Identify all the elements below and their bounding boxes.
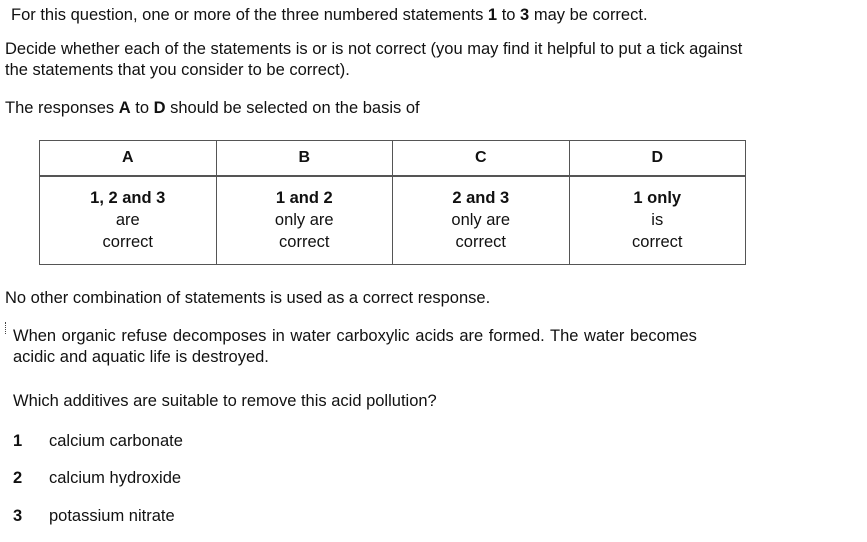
response-letter-last: D xyxy=(153,99,166,117)
response-key-cell-d xyxy=(569,176,746,264)
statement-1-text: calcium carbonate xyxy=(49,432,183,450)
response-key-cell-d-line-1: 1 only xyxy=(633,189,682,207)
statement-3-text: potassium nitrate xyxy=(49,507,175,525)
response-key-header-a: A xyxy=(40,141,217,177)
response-key-table xyxy=(39,140,746,265)
margin-mark xyxy=(5,322,7,334)
instruction-line-1 xyxy=(11,5,648,26)
combination-note: No other combination of statements is used as a correct response. xyxy=(5,289,491,307)
response-key-cell-c xyxy=(393,176,570,264)
response-key-cell-d-line-2: is xyxy=(651,211,664,229)
response-key-cell-c-line-3: correct xyxy=(455,233,506,251)
response-key-cell-c-line-2: only are xyxy=(451,211,511,229)
instruction-line-3 xyxy=(5,98,420,119)
response-key-cell-b-line-1: 1 and 2 xyxy=(275,189,333,207)
response-key-header-row xyxy=(40,141,746,177)
response-key-cell-a-line-3: correct xyxy=(102,233,153,251)
instruction-line-2b: the statements that you consider to be correct). xyxy=(5,61,350,79)
response-key-cell-b-line-2: only are xyxy=(274,211,334,229)
statement-1-number: 1 xyxy=(13,432,23,450)
statement-number-last: 3 xyxy=(520,6,530,24)
instruction-line-1-prefix: For this question, one or more of the three numbered statements xyxy=(11,6,488,24)
instruction-line-3-mid: to xyxy=(130,99,154,117)
response-key-cell-c-line-1: 2 and 3 xyxy=(452,189,510,207)
response-key-cell-d-line-3: correct xyxy=(632,233,683,251)
response-key-header-d: D xyxy=(569,141,746,177)
question-stem-line-2: acidic and aquatic life is destroyed. xyxy=(13,348,269,366)
statement-number-first: 1 xyxy=(487,6,498,24)
response-key-cell-a xyxy=(40,176,217,264)
question-prompt: Which additives are suitable to remove this acid pollution? xyxy=(13,392,437,410)
response-key-cell-b xyxy=(216,176,393,264)
response-key-body-row xyxy=(40,176,746,264)
instruction-line-1-mid: to xyxy=(497,6,521,24)
statement-2-number: 2 xyxy=(13,469,23,487)
instruction-line-2a: Decide whether each of the statements is or is not correct (you may find it helpful to put a tick against xyxy=(5,40,743,58)
response-key-cell-a-line-1: 1, 2 and 3 xyxy=(90,189,166,207)
response-key-header-b: B xyxy=(216,141,393,177)
statement-2-text: calcium hydroxide xyxy=(49,469,182,487)
instruction-line-3-suffix: should be selected on the basis of xyxy=(165,99,420,117)
response-key-cell-a-line-2: are xyxy=(115,211,140,229)
response-key-header-c: C xyxy=(393,141,570,177)
question-stem-line-1: When organic refuse decomposes in water carboxylic acids are formed. The water becomes xyxy=(13,327,697,345)
response-key-cell-b-line-3: correct xyxy=(279,233,330,251)
instruction-line-3-prefix: The responses xyxy=(5,99,119,117)
statement-3-number: 3 xyxy=(13,507,23,525)
response-letter-first: A xyxy=(118,99,131,117)
instruction-line-1-suffix: may be correct. xyxy=(529,6,648,24)
